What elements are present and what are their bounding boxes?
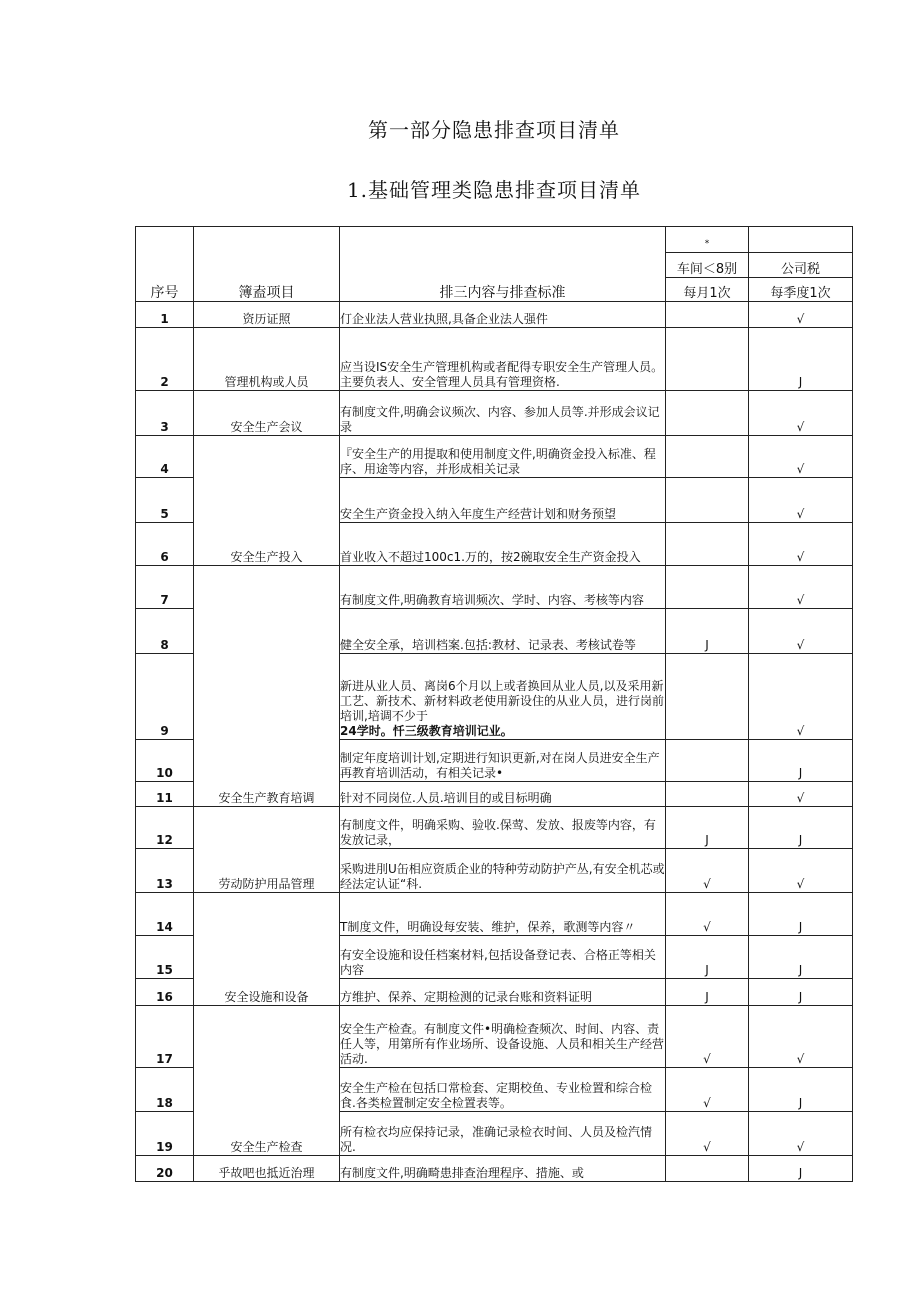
row-number: 15 [136,936,194,979]
table-row [136,807,853,849]
company-check: √ [749,849,853,893]
header-row [136,227,853,253]
item-name: 安全生产教育培调 [194,566,340,807]
company-check: √ [749,1006,853,1068]
company-check: J [749,1156,853,1182]
workshop-check: √ [666,1006,749,1068]
header-workshop-freq: 每月1次 [666,278,749,302]
company-check: J [749,979,853,1006]
workshop-check [666,654,749,740]
row-number: 12 [136,807,194,849]
company-check: √ [749,654,853,740]
row-content: 首业收入不超过100c1.万的，按2碗取安全生产资金投入 [340,523,666,566]
workshop-check [666,740,749,782]
workshop-check [666,436,749,478]
workshop-check [666,1156,749,1182]
company-check: √ [749,391,853,436]
item-name: 安全生产投入 [194,436,340,566]
workshop-check: √ [666,893,749,936]
company-check: J [749,1068,853,1112]
row-content: 健全安全承，培训档案.包括:教材、记录表、考核试卷等 [340,609,666,654]
workshop-check: J [666,807,749,849]
row-content: 有制度文件,明确畸患排查治理程序、措施、或 [340,1156,666,1182]
row-content: 有安全设施和设任档案材料,包括设备登记表、合格正等相关内容 [340,936,666,979]
item-name: 资历证照 [194,302,340,328]
company-check: √ [749,782,853,807]
workshop-check [666,523,749,566]
row-content: 有制度文件,明确教育培训频次、学时、内容、考核等内容 [340,566,666,609]
item-name: 劳动防护用品管理 [194,807,340,893]
row-number: 8 [136,609,194,654]
row-content: 安全生产资金投入纳入年度生产经营计划和财务预望 [340,478,666,523]
header-content: 排三内容与排查标准 [340,227,666,302]
row-number: 3 [136,391,194,436]
table-row [136,391,853,436]
row-content: 针对不同岗位.人员.培训目的或目标明确 [340,782,666,807]
table-row [136,436,853,478]
row-number: 4 [136,436,194,478]
row-number: 13 [136,849,194,893]
row-content: 安全生产检在包括口常检套、定期校鱼、专业检置和综合检食.各类检置制定安全检置表等。 [340,1068,666,1112]
workshop-check [666,302,749,328]
part-title: 第一部分隐患排查项目清单 [368,118,620,142]
workshop-check: J [666,609,749,654]
row-content: 采购进刖U缶相应资质企业的特种劳动防护产丛,有安全机芯或经法定认证“科. [340,849,666,893]
row-content: 有制度文件,明确会议频次、内容、参加人员等.并形成会议记录 [340,391,666,436]
table-row [136,1006,853,1068]
header-workshop: 车间＜8别 [666,253,749,278]
workshop-check: J [666,979,749,1006]
item-name: 乎故吧也抵近治理 [194,1156,340,1182]
row-number: 10 [136,740,194,782]
item-name: 管理机构或人员 [194,328,340,391]
company-check: J [749,328,853,391]
row-content: 仃企业法人营业执照,具备企业法人强件 [340,302,666,328]
row-number: 20 [136,1156,194,1182]
row-number: 1 [136,302,194,328]
workshop-check [666,478,749,523]
header-blank [749,227,853,253]
workshop-check [666,782,749,807]
row-content: 应当设IS安全生产管理机构或者配得专职安全生产管理人员。主要负表人、安全管理人员具有管理资格. [340,328,666,391]
table-row [136,893,853,936]
row-number: 16 [136,979,194,1006]
row-number: 19 [136,1112,194,1156]
row-number: 14 [136,893,194,936]
item-name: 安全生产会议 [194,391,340,436]
hazard-checklist-table [135,226,853,1182]
header-asterisk: * [666,227,749,253]
row-number: 17 [136,1006,194,1068]
company-check: √ [749,478,853,523]
list-title: 1.基础管理类隐患排查项目清单 [346,178,642,202]
content-line: 新进从业人员、离岗6个月以上或者换回从业人员,以及采用新工艺、新技术、新材料政老使用新设住的从业人员，进行岗前培训,培调不少于 [340,679,665,723]
row-content: 安全生产检查。有制度文件•明确检查频次、时间、内容、责任人等，用第所有作业场所、设备设施、人员和相关生产经营活动. [340,1006,666,1068]
row-content [340,654,666,740]
row-content: 『安全生产的用提取和使用制度文件,明确资金投入标准、程序、用途等内容，并形成相关记录 [340,436,666,478]
row-number: 6 [136,523,194,566]
row-content: T制度文件，明确设每安装、维护，保养，歌测等内容〃 [340,893,666,936]
item-name: 安全设施和设备 [194,893,340,1006]
row-number: 7 [136,566,194,609]
company-check: J [749,740,853,782]
company-check: √ [749,436,853,478]
company-check: √ [749,609,853,654]
table-row [136,1156,853,1182]
workshop-check: J [666,936,749,979]
workshop-check: √ [666,1112,749,1156]
content-line: 24学时。忏三级教育培训记业。 [340,724,513,738]
workshop-check: √ [666,849,749,893]
header-company: 公司税 [749,253,853,278]
row-number: 2 [136,328,194,391]
workshop-check [666,328,749,391]
company-check: √ [749,302,853,328]
item-name: 安全生产检查 [194,1006,340,1156]
row-number: 11 [136,782,194,807]
table-row [136,328,853,391]
header-item: 簿盍项目 [194,227,340,302]
company-check: √ [749,566,853,609]
row-content: 制定年度培训计划,定期进行知识更新,对在岗人员进安全生产再教育培训活动，有相关记录• [340,740,666,782]
workshop-check: √ [666,1068,749,1112]
header-seq: 序号 [136,227,194,302]
workshop-check [666,391,749,436]
company-check: J [749,936,853,979]
company-check: √ [749,1112,853,1156]
row-number: 5 [136,478,194,523]
company-check: J [749,893,853,936]
row-number: 18 [136,1068,194,1112]
workshop-check [666,566,749,609]
company-check: J [749,807,853,849]
company-check: √ [749,523,853,566]
table-row [136,302,853,328]
header-company-freq: 每季度1次 [749,278,853,302]
row-content: 方维护、保养、定期检测的记录台账和资料证明 [340,979,666,1006]
table-row [136,566,853,609]
row-content: 有制度文件，明确采购、验收.保莺、发放、报废等内容，有发放记录， [340,807,666,849]
row-number: 9 [136,654,194,740]
row-content: 所有检衣均应保持记录，准确记录检衣时间、人员及检汽情况. [340,1112,666,1156]
